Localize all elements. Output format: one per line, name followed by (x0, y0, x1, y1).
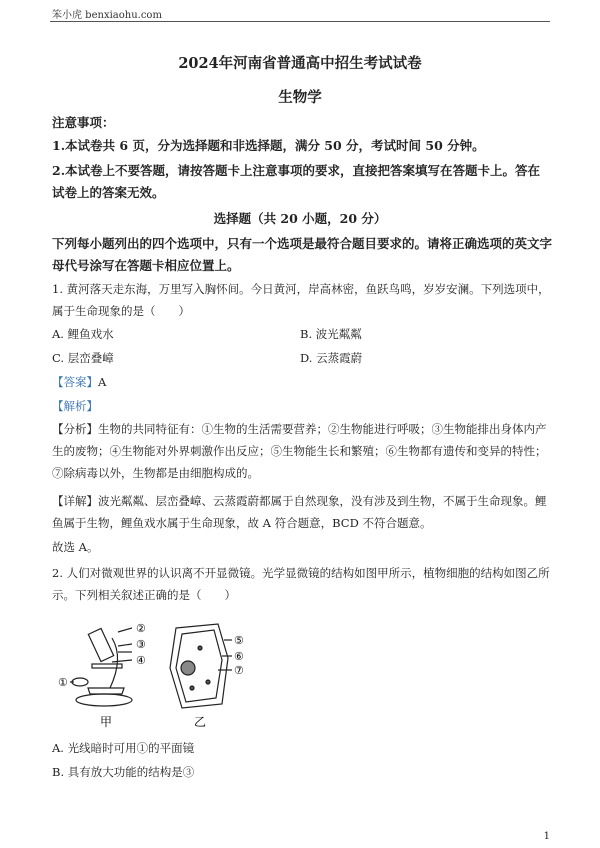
q1-option-c: C. 层峦叠嶂 (52, 351, 114, 365)
analysis-tag: 【解析】 (52, 399, 98, 413)
fig-label-3: ③ (136, 638, 146, 651)
exam-title: 2024年河南省普通高中招生考试试卷 (178, 55, 422, 72)
section-title: 选择题（共 20 小题，20 分） (213, 211, 387, 226)
plant-cell-drawing (170, 624, 232, 708)
xiangjie-tag: 【详解】 (52, 494, 98, 508)
fenxi-text: 生物的共同特征有：①生物的生活需要营养；②生物能进行呼吸；③生物能排出身体内产生的废物；④生物能对外界刺激作出反应；⑤生物能生长和繁殖；⑥生物都有遗传和变异的特性；⑦除病毒以外，生物都是由细胞构成的。 (52, 422, 547, 480)
q1-option-b: B. 波光粼粼 (300, 327, 362, 341)
q2-stem: 2. 人们对微观世界的认识离不开显微镜。光学显微镜的结构如图甲所示，植物细胞的结构如图乙所示。下列相关叙述正确的是（ ） (52, 566, 550, 602)
fig-caption-jia: 甲 (100, 715, 113, 729)
q2-option-a: A. 光线暗时可用①的平面镜 (52, 741, 195, 755)
answer-tag: 【答案】 (52, 375, 98, 389)
header-divider (50, 21, 550, 22)
q1-conclusion: 故选 A。 (52, 540, 99, 554)
header-site: 笨小虎 benxiaohu.com (52, 10, 162, 21)
fenxi-tag: 【分析】 (52, 422, 98, 436)
fig-label-7: ⑦ (234, 664, 244, 677)
q1-answer-line (52, 372, 552, 392)
q1-fenxi (52, 418, 552, 484)
section-instruction: 下列每小题列出的四个选项中，只有一个选项是最符合题目要求的。请将正确选项的英文字母代号涂写在答题卡相应位置上。 (52, 236, 553, 273)
q1-stem: 1. 黄河落天走东海，万里写入胸怀间。今日黄河，岸高林密，鱼跃鸟鸣，岁岁安澜。下列选项中，属于生命现象的是（ ） (52, 282, 550, 318)
q1-xiangjie (52, 490, 552, 534)
notice-item-1: 1.本试卷共 6 页，分为选择题和非选择题，满分 50 分，考试时间 50 分钟。 (52, 138, 485, 153)
q1-answer: A (98, 375, 107, 389)
page-number: 1 (543, 831, 550, 842)
exam-subtitle: 生物学 (278, 89, 322, 106)
notice-item-2: 2.本试卷上不要答题，请按答题卡上注意事项的要求，直接把答案填写在答题卡上。答在试卷上的答案无效。 (52, 163, 541, 200)
q2-option-b: B. 具有放大功能的结构是③ (52, 765, 195, 779)
fig-caption-yi: 乙 (194, 715, 207, 729)
fig-label-5: ⑤ (234, 634, 244, 647)
q1-option-d: D. 云蒸霞蔚 (300, 351, 363, 365)
microscope-cell-figure (52, 618, 262, 730)
q1-option-a: A. 鲤鱼戏水 (52, 327, 114, 341)
fig-label-4: ④ (136, 654, 146, 667)
fig-label-1: ① (58, 676, 68, 689)
fig-label-2: ② (136, 622, 146, 635)
microscope-drawing (70, 628, 132, 706)
xiangjie-text: 波光粼粼、层峦叠嶂、云蒸霞蔚都属于自然现象，没有涉及到生物，不属于生命现象。鲤鱼属于生物，鲤鱼戏水属于生命现象，故 A 符合题意，BCD 不符合题意。 (52, 494, 547, 530)
notice-heading: 注意事项： (52, 115, 115, 130)
fig-label-6: ⑥ (234, 650, 244, 663)
